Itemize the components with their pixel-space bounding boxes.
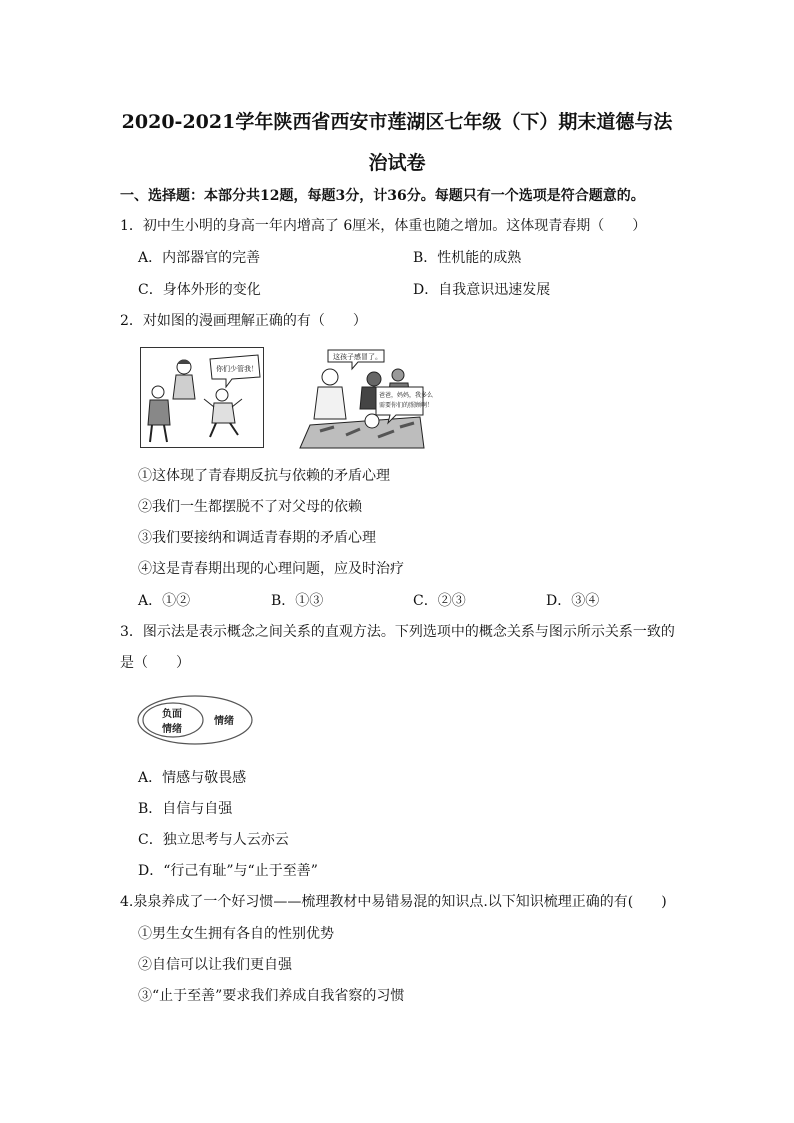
q2-option-a: A．①②	[138, 593, 191, 609]
q2-option-b: B．①③	[271, 593, 324, 609]
q1-option-d: D．自我意识迅速发展	[413, 282, 551, 298]
q4-stem: 4.泉泉养成了一个好习惯——梳理教材中易错易混的知识点.以下知识梳理正确的有( )	[120, 894, 667, 910]
q3-stem-line1: 3．图示法是表示概念之间关系的直观方法。下列选项中的概念关系与图示所示关系一致的	[120, 624, 675, 640]
q3-option-c: C．独立思考与人云亦云	[138, 832, 289, 848]
q2-option-c: C．②③	[413, 593, 466, 609]
concept-diagram	[136, 694, 254, 746]
q2-statement-1: ①这体现了青春期反抗与依赖的矛盾心理	[138, 468, 390, 484]
q4-statement-2: ②自信可以让我们更自强	[138, 957, 292, 973]
q2-statement-4: ④这是青春期出现的心理问题，应及时治疗	[138, 561, 404, 577]
q1-stem: 1．初中生小明的身高一年内增高了 6厘米，体重也随之增加。这体现青春期（ ）	[120, 218, 647, 234]
q1-option-c: C．身体外形的变化	[138, 282, 261, 298]
q2-option-d: D．③④	[546, 593, 600, 609]
q2-statement-3: ③我们要接纳和调适青春期的矛盾心理	[138, 530, 376, 546]
exam-title-line2: 治试卷	[368, 152, 426, 174]
cartoon-right-image	[300, 347, 434, 448]
q1-option-b: B．性机能的成熟	[413, 250, 522, 266]
q3-stem-line2: 是（ ）	[120, 655, 190, 671]
diagram-inner-bottom: 情绪	[162, 724, 182, 735]
q2-statement-2: ②我们一生都摆脱不了对父母的依赖	[138, 499, 362, 515]
q4-statement-1: ①男生女生拥有各自的性别优势	[138, 926, 334, 942]
section-header: 一、选择题：本部分共12题，每题3分，计36分。每题只有一个选项是符合题意的。	[120, 188, 645, 204]
cartoon-left-bubble-text: 你们少管我！	[216, 365, 258, 373]
exam-title-line1: 2020-2021学年陕西省西安市莲湖区七年级（下）期末道德与法	[121, 111, 673, 133]
q3-option-d: D．“行己有耻”与“止于至善”	[138, 863, 318, 879]
q4-statement-3: ③“止于至善”要求我们养成自我省察的习惯	[138, 988, 405, 1004]
diagram-outer-label: 情绪	[214, 716, 234, 727]
q3-option-b: B．自信与自强	[138, 801, 233, 817]
cartoon-right-bubble-top-text: 这孩子感冒了。	[333, 353, 382, 361]
cartoon-left-image	[140, 347, 264, 448]
svg-text:爸爸，妈妈，我多么: 爸爸，妈妈，我多么	[379, 392, 434, 399]
q2-stem: 2．对如图的漫画理解正确的有（ ）	[120, 313, 367, 329]
q1-option-a: A．内部器官的完善	[138, 250, 261, 266]
q3-option-a: A．情感与敬畏感	[138, 770, 247, 786]
svg-text:需要你们的照顾啊！: 需要你们的照顾啊！	[379, 402, 434, 409]
diagram-inner-top: 负面	[162, 709, 182, 720]
